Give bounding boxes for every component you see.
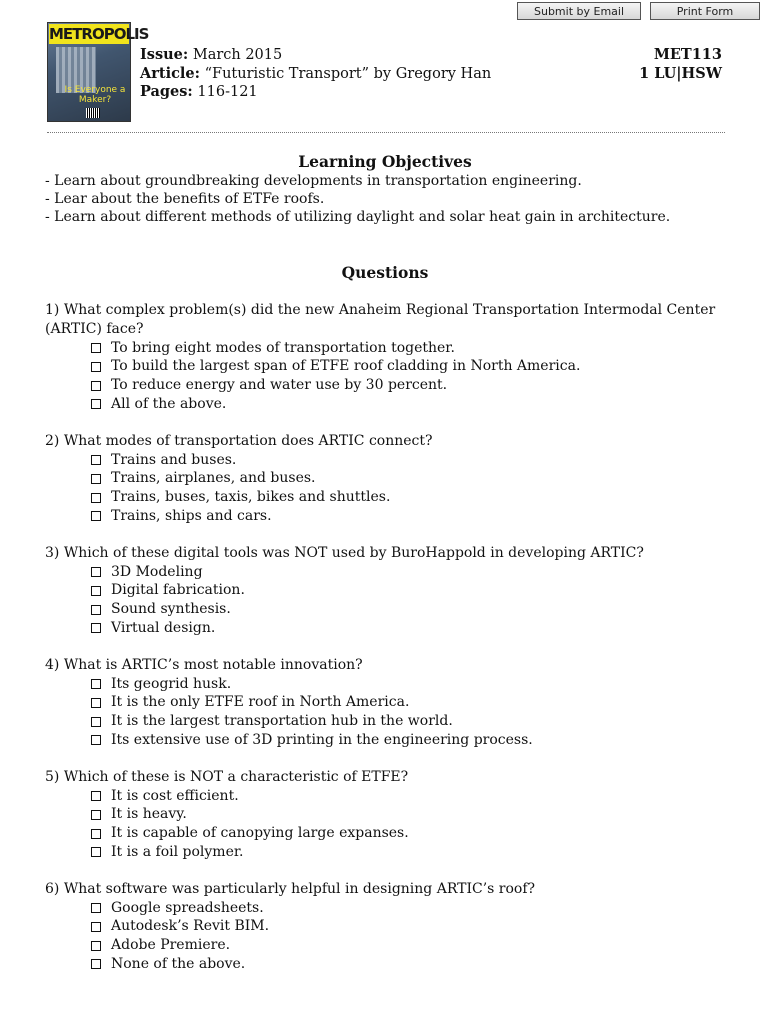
- answer-label: It is capable of canopying large expanses.: [111, 825, 409, 842]
- course-info: [639, 46, 722, 83]
- checkbox[interactable]: [91, 698, 101, 708]
- checkbox[interactable]: [91, 362, 101, 372]
- question-text: 5) Which of these is NOT a characteristic of ETFE?: [45, 768, 409, 785]
- objectives-list: [45, 172, 670, 226]
- answer-option: [91, 339, 735, 358]
- answer-option: [91, 357, 735, 376]
- issue-line: Issue: March 2015: [140, 46, 283, 63]
- answer-option: [91, 787, 735, 806]
- pages-line: Pages: 116-121: [140, 83, 258, 100]
- answer-label: Trains, airplanes, and buses.: [111, 470, 316, 487]
- magazine-cover-image: [47, 22, 149, 122]
- course-code: MET113: [653, 46, 722, 63]
- article-meta: [140, 46, 491, 102]
- answer-label: Digital fabrication.: [111, 582, 245, 599]
- answer-option: [91, 451, 735, 470]
- answer-option: [91, 488, 735, 507]
- checkbox[interactable]: [91, 941, 101, 951]
- answer-label: Autodesk’s Revit BIM.: [111, 918, 270, 935]
- answer-label: Its geogrid husk.: [111, 675, 232, 692]
- question-block: [45, 768, 735, 862]
- pages-value: 116-121: [197, 84, 258, 100]
- question-block: [45, 656, 735, 750]
- answer-label: To bring eight modes of transportation together.: [111, 339, 455, 356]
- answer-option: [91, 507, 735, 526]
- checkbox[interactable]: [91, 567, 101, 577]
- checkbox[interactable]: [91, 810, 101, 820]
- answer-option: [91, 712, 735, 731]
- answer-label: It is heavy.: [111, 806, 187, 823]
- objective-item: - Lear about the benefits of ETFe roofs.: [45, 191, 325, 207]
- checkbox[interactable]: [91, 791, 101, 801]
- answer-option: [91, 824, 735, 843]
- checkbox[interactable]: [91, 623, 101, 633]
- answer-option: [91, 693, 735, 712]
- questions-title: Questions: [341, 263, 429, 282]
- checkbox[interactable]: [91, 586, 101, 596]
- checkbox[interactable]: [91, 493, 101, 503]
- answer-option: [91, 563, 735, 582]
- question-text: 6) What software was particularly helpful in designing ARTIC’s roof?: [45, 880, 536, 897]
- checkbox[interactable]: [91, 511, 101, 521]
- answer-option: [91, 675, 735, 694]
- checkbox[interactable]: [91, 343, 101, 353]
- answer-label: Adobe Premiere.: [111, 937, 231, 954]
- answer-label: Sound synthesis.: [111, 601, 231, 618]
- checkbox[interactable]: [91, 399, 101, 409]
- learning-objectives-title: Learning Objectives: [298, 152, 472, 171]
- question-text: 3) Which of these digital tools was NOT used by BuroHappold in developing ARTIC?: [45, 544, 644, 561]
- checkbox[interactable]: [91, 829, 101, 839]
- submit-by-email-button[interactable]: Submit by Email: [517, 2, 641, 20]
- checkbox[interactable]: [91, 381, 101, 391]
- question-block: [45, 432, 735, 526]
- answer-label: Trains, ships and cars.: [111, 507, 272, 524]
- course-credits: 1 LU|HSW: [639, 64, 722, 82]
- form-toolbar: [517, 2, 760, 20]
- checkbox[interactable]: [91, 959, 101, 969]
- answer-label: None of the above.: [111, 955, 246, 972]
- checkbox[interactable]: [91, 847, 101, 857]
- answer-label: All of the above.: [111, 395, 227, 412]
- objective-item: - Learn about different methods of utilizing daylight and solar heat gain in architecture.: [45, 209, 671, 225]
- checkbox[interactable]: [91, 717, 101, 727]
- issue-value: March 2015: [192, 47, 283, 63]
- answer-label: Trains, buses, taxis, bikes and shuttles.: [111, 489, 391, 506]
- print-form-button[interactable]: Print Form: [650, 2, 760, 20]
- answer-label: It is the largest transportation hub in the world.: [111, 713, 453, 730]
- answer-option: [91, 805, 735, 824]
- answer-option: [91, 936, 735, 955]
- answer-label: It is a foil polymer.: [111, 843, 244, 860]
- article-line: Article: “Futuristic Transport” by Gregory Han: [140, 64, 492, 82]
- answer-option: [91, 843, 735, 862]
- cover-tagline: Is Everyone a Maker?: [64, 85, 126, 105]
- question-text: 2) What modes of transportation does ARTIC connect?: [45, 432, 433, 449]
- question-block: [45, 880, 735, 974]
- checkbox[interactable]: [91, 455, 101, 465]
- header-divider: [47, 132, 725, 133]
- checkbox[interactable]: [91, 903, 101, 913]
- answer-label: Trains and buses.: [111, 451, 237, 468]
- answer-option: [91, 731, 735, 750]
- checkbox[interactable]: [91, 679, 101, 689]
- checkbox[interactable]: [91, 605, 101, 615]
- answer-label: 3D Modeling: [111, 563, 203, 580]
- answer-option: [91, 600, 735, 619]
- question-block: [45, 544, 735, 638]
- answer-option: [91, 469, 735, 488]
- answer-label: Its extensive use of 3D printing in the engineering process.: [111, 731, 533, 748]
- answer-option: [91, 955, 735, 974]
- answer-option: [91, 376, 735, 395]
- answer-option: [91, 917, 735, 936]
- answer-option: [91, 581, 735, 600]
- answer-label: It is the only ETFE roof in North America.: [111, 694, 410, 711]
- answer-option: [91, 899, 735, 918]
- answer-label: Google spreadsheets.: [111, 899, 264, 916]
- answer-option: [91, 395, 735, 414]
- answer-label: Virtual design.: [111, 619, 216, 636]
- answer-option: [91, 619, 735, 638]
- barcode-icon: [86, 108, 100, 118]
- question-text: 4) What is ARTIC’s most notable innovation?: [45, 656, 363, 673]
- answer-label: It is cost efficient.: [111, 787, 239, 804]
- checkbox[interactable]: [91, 735, 101, 745]
- cover-masthead: METROPOLIS: [49, 25, 149, 43]
- objective-item: - Learn about groundbreaking developments in transportation engineering.: [45, 173, 582, 189]
- answer-label: To build the largest span of ETFE roof cladding in North America.: [111, 358, 581, 375]
- checkbox[interactable]: [91, 474, 101, 484]
- answer-label: To reduce energy and water use by 30 percent.: [111, 377, 448, 394]
- article-value: “Futuristic Transport” by Gregory Han: [204, 65, 492, 82]
- question-text: 1) What complex problem(s) did the new Anaheim Regional Transportation Intermodal Center (ARTIC) face?: [45, 302, 716, 337]
- questions-list: [45, 301, 735, 992]
- question-block: [45, 301, 735, 414]
- checkbox[interactable]: [91, 922, 101, 932]
